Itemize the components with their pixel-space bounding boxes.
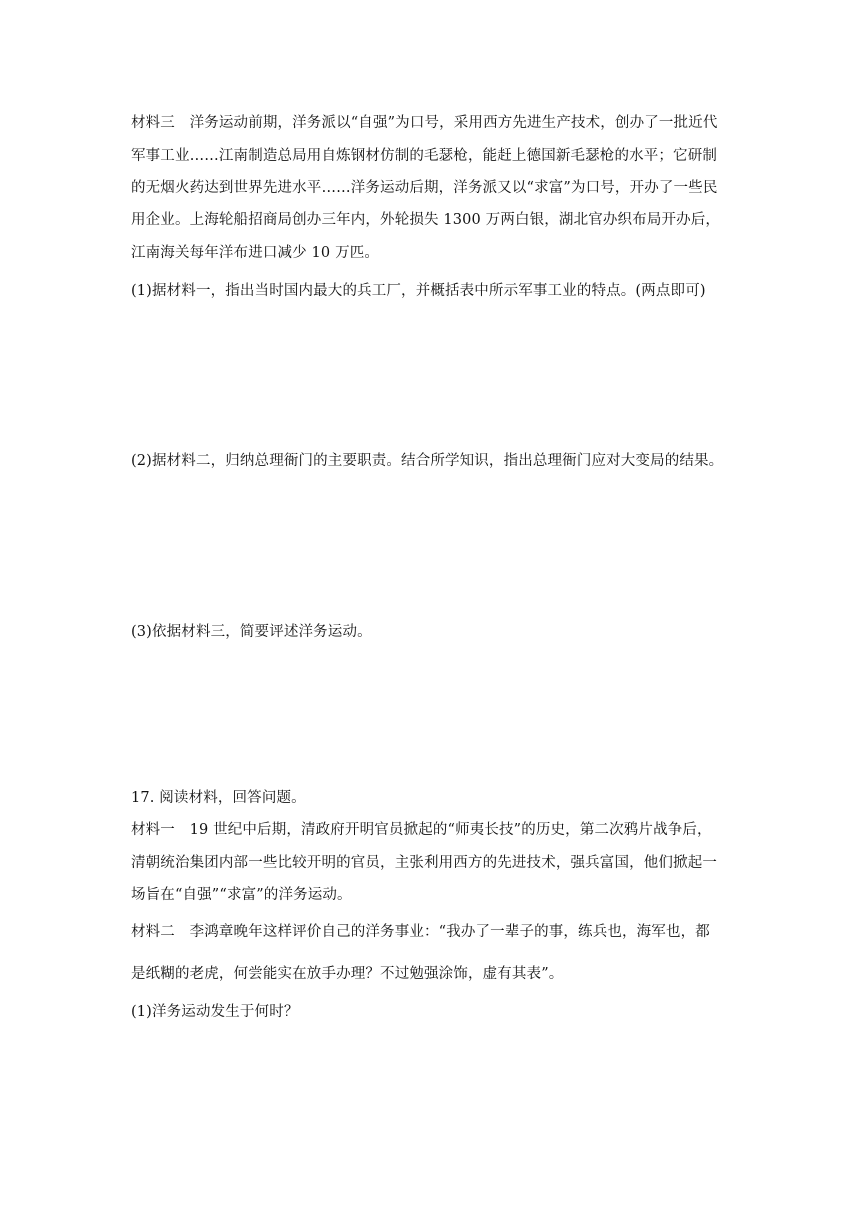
material3-line-3: 的无烟火药达到世界先进水平……洋务运动后期，洋务派又以“求富”为口号，开办了一些民: [131, 180, 718, 196]
q17-question-1: (1)洋务运动发生于何时？: [131, 1004, 299, 1020]
q17-title: 17. 阅读材料，回答问题。: [131, 790, 306, 806]
q17-material1-line-3: 场旨在“自强”“求富”的洋务运动。: [131, 887, 352, 903]
material3-line-5: 江南海关每年洋布进口减少 10 万匹。: [131, 245, 380, 261]
q17-material2-line-1: 材料二 李鸿章晚年这样评价自己的洋务事业：“我办了一辈子的事，练兵也，海军也，都: [131, 924, 710, 940]
question-2: (2)据材料二，归纳总理衙门的主要职责。结合所学知识，指出总理衙门应对大变局的结果。: [131, 453, 724, 469]
q17-material1-line-1: 材料一 19 世纪中后期，清政府开明官员掀起的“师夷长技”的历史，第二次鸦片战争后，: [131, 822, 712, 838]
material3-line-2: 军事工业……江南制造总局用自炼钢材仿制的毛瑟枪，能赶上德国新毛瑟枪的水平；它研制: [131, 148, 717, 164]
material3-line-4: 用企业。上海轮船招商局创办三年内，外轮损失 1300 万两白银，湖北官办织布局开办后，: [131, 212, 721, 228]
q17-material2-line-2: 是纸糊的老虎，何尝能实在放手办理？不过勉强涂饰，虚有其表”。: [131, 966, 564, 982]
material3-line-1: 材料三 洋务运动前期，洋务派以“自强”为口号，采用西方先进生产技术，创办了一批近代: [131, 115, 718, 131]
question-1: (1)据材料一，指出当时国内最大的兵工厂，并概括表中所示军事工业的特点。(两点即可): [131, 283, 706, 299]
q17-material1-line-2: 清朝统治集团内部一些比较开明的官员，主张利用西方的先进技术，强兵富国，他们掀起一: [131, 855, 717, 871]
question-3: (3)依据材料三，简要评述洋务运动。: [131, 624, 372, 640]
